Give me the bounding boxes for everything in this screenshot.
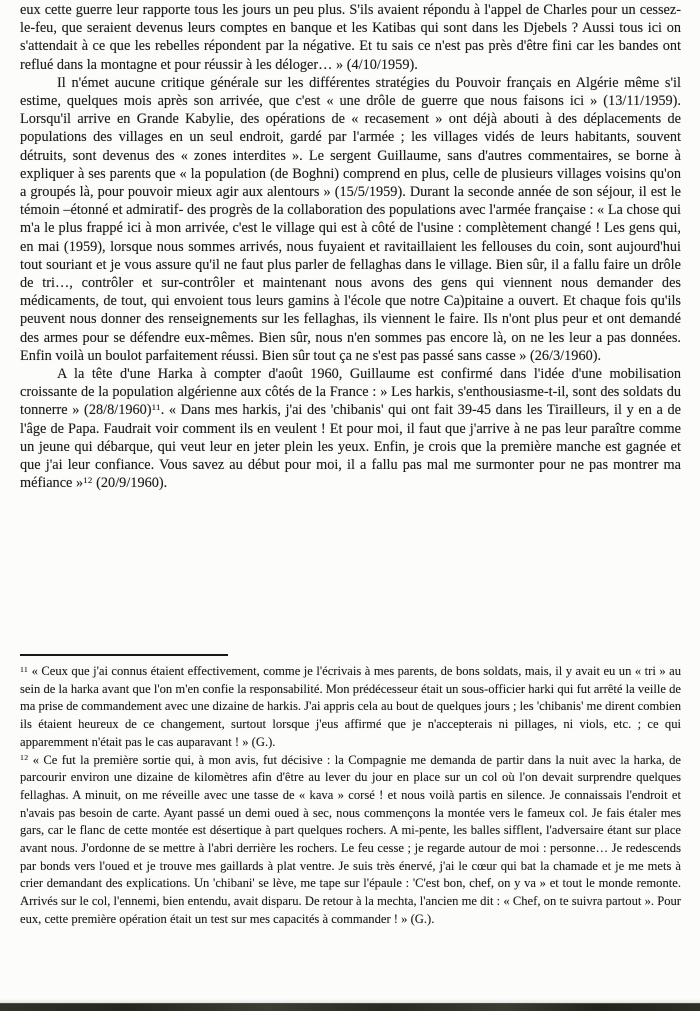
footnote-reference-12: 12 bbox=[83, 475, 93, 486]
body-paragraph bbox=[20, 365, 681, 492]
body-text-block bbox=[20, 1, 681, 492]
footnote-reference-11: 11 bbox=[151, 402, 161, 413]
paragraph-text: . « Dans mes harkis, j'ai des 'chibanis' qui ont fait 39-45 dans les Tirailleurs, il y en a de l'âge de Papa. Faudrait voir comment ils en veulent ! Et pour moi, il faut que j'arrive à ne pas leur paraître comme un jeune qui débarque, qui veut leur en jeter plein les yeux. Enfin, je crois que la première manche est gagnée et que j'ai leur confiance. Vous savez au début pour moi, il a fallu pas mal me surmonter pour ne pas montrer ma méfiance » bbox=[20, 402, 681, 492]
footnote-12 bbox=[20, 752, 681, 929]
footnote-separator-line bbox=[20, 654, 228, 656]
body-paragraph: Il n'émet aucune critique générale sur les différentes stratégies du Pouvoir français en Algérie même s'il estime, quelques mois après son arrivée, que c'est « une drôle de guerre que nous faisons ici » (13/11/1959). Lorsqu'il arrive en Grande Kabylie, des opérations de « recasement » ont déjà abouti à des déplacements de populations des villages en un seul endroit, gardé par l'armée ; les villages vidés de leurs habitants, souvent détruits, sont devenus des « zones interdites ». Le sergent Guillaume, sans d'autres commentaires, se borne à expliquer à ses parents que « la population (de Boghni) comprend en plus, celle de plusieurs villages voisins qu'on a groupés là, pour pouvoir mieux agir aux alentours » (15/5/1959). Durant la seconde année de son séjour, il est le témoin –étonné et admiratif- des progrès de la collaboration des populations avec l'armée française : « La chose qui m'a le plus frappé ici à mon arrivée, c'est le village qui est à côté de l'usine : complètement changé ! Les gens qui, en mai (1959), lorsque nous sommes arrivés, nous fuyaient et ravitaillaient les fellouses du coin, sont aujourd'hui tout souriant et je vous assure qu'il ne faut plus parler de fellaghas dans le village. Bien sûr, il a fallu faire un drôle de tri…, contrôler et sur-contrôler et maintenant nous avons des gens qui viennent nous demander des médicaments, de tout, qui envoient tous leurs gamins à l'école que notre Ca)pitaine a ouvert. Et chaque fois qu'ils peuvent nous donner des renseignements sur les fellaghas, ils viennent le faire. Ils n'ont plus peur et ont demandé des armes pour se défendre eux-mêmes. Bien sûr, nous n'en sommes pas encore là, on ne les leur a pas données. Enfin voilà un boulot parfaitement réussi. Bien sûr tout ça ne s'est pas passé sans casse » (26/3/1960). bbox=[20, 74, 681, 364]
footnotes-block bbox=[20, 654, 681, 929]
paragraph-text: (20/9/1960). bbox=[92, 475, 168, 492]
footnote-11 bbox=[20, 663, 681, 752]
next-page-edge-strip bbox=[0, 1003, 700, 1011]
footnote-marker-11: 11 bbox=[20, 664, 29, 674]
footnote-text: « Ce fut la première sortie qui, à mon avis, fut décisive : la Compagnie me demanda de partir dans la nuit avec la harka, de parcourir environ une dizaine de kilomètres afin d'être au lever du jour en place sur un col où l'on devait surprendre quelques fellaghas. A minuit, on me réveille avec une tasse de « kava » corsé ! et nous voilà partis en silence. Je connaissais l'endroit et n'avais pas besoin de carte. Ayant passé un demi oued à sec, nous commençons la montée vers le fameux col. Je fais étaler mes gars, car le flanc de cette montée est désertique à part quelques rochers. A mi-pente, les balles sifflent, l'adversaire étant sur place avant nous. J'ordonne de se mettre à l'abri derrière les rochers. Le feu cesse ; je regarde autour de moi : personne… Je redescends par bonds vers l'oued et je trouve mes gaillards à plat ventre. Je suis très énervé, j'ai le cœur qui bat la chamade et je me mets à crier demandant des explications. Un 'chibani' se lève, me tape sur l'épaule : 'C'est bon, chef, on y va » et tout le monde remonte. Arrivés sur le col, l'ennemi, bien entendu, avait disparu. De retour à la mechta, l'ancien me dit : « Chef, on te suivra partout ». Pour eux, cette première opération était un test sur mes capacités à commander ! » (G.). bbox=[20, 752, 681, 926]
footnote-marker-12: 12 bbox=[20, 753, 29, 763]
paragraph-text: A la tête d'une Harka à compter d'août 1960, Guillaume est confirmé dans l'idée d'une mobilisation croissante de la population algérienne aux côtés de la France : » Les harkis, s'enthousiasme-t-il, sont des soldats du tonnerre » (28/8/1960) bbox=[20, 366, 681, 419]
body-paragraph: eux cette guerre leur rapporte tous les jours un peu plus. S'ils avaient répondu à l'appel de Charles pour un cessez-le-feu, que seraient devenus leurs comptes en banque et les Katibas qui sont dans les Djebels ? Aussi tous ici on s'attendait à ce que les rebelles répondent par la négative. Et tu sais ce n'est pas près d'être fini car les bandes ont reflué dans la montagne et pour réussir à les déloger… » (4/10/1959). bbox=[20, 2, 681, 73]
footnote-text: « Ceux que j'ai connus étaient effectivement, comme je l'écrivais à mes parents, de bons soldats, mais, il y avait eu un « tri » au sein de la harka avant que l'on m'en confie la responsabilité. Mon prédécesseur était un sous-officier harki qui fut arrêté la veille de ma prise de commandement avec une dizaine de harkis. J'ai appris cela au bout de quelques jours ; les 'chibanis' me dirent combien ils étaient heureux de ce changement, surtout lorsque j'eus affirmé que je n'accepterais ni pillages, ni viols, etc. ; ce qui apparemment n'était pas le cas auparavant ! » (G.). bbox=[20, 664, 681, 749]
